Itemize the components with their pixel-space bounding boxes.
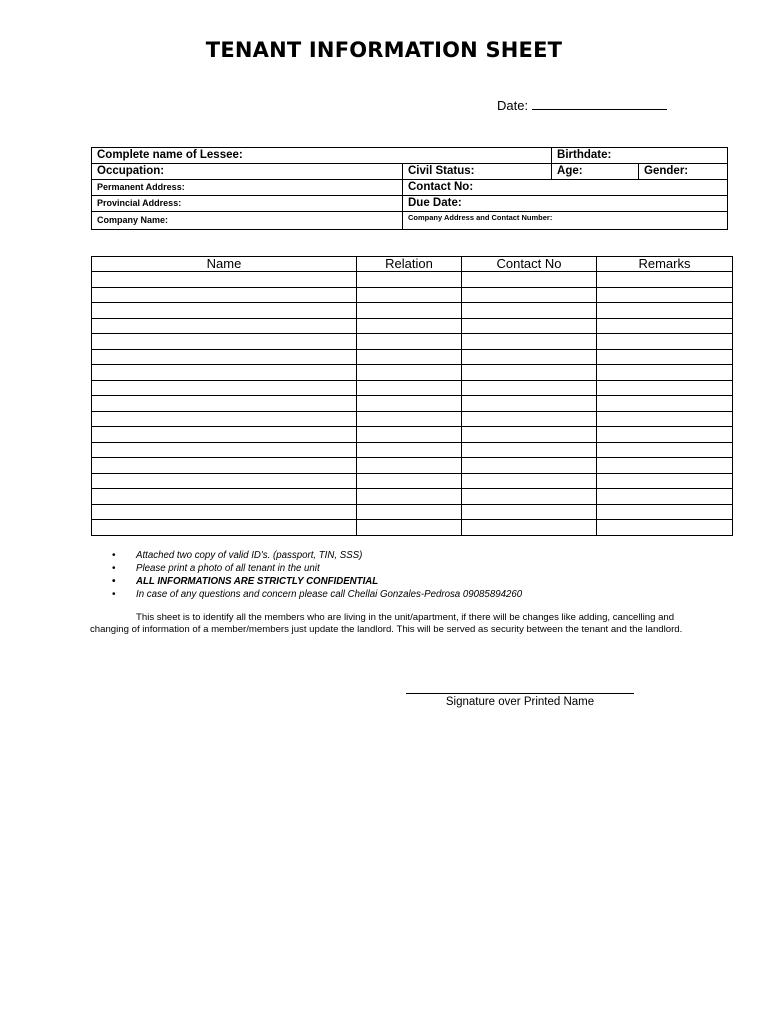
table-cell-relation[interactable]	[357, 427, 462, 443]
table-cell-remarks[interactable]	[597, 473, 733, 489]
lessee-info-table	[91, 147, 728, 230]
members-table-body	[92, 272, 733, 536]
table-cell-name[interactable]	[92, 520, 357, 536]
table-cell-remarks[interactable]	[597, 318, 733, 334]
table-cell-relation[interactable]	[357, 396, 462, 412]
table-cell-contact-no[interactable]	[462, 489, 597, 505]
table-cell-remarks[interactable]	[597, 272, 733, 288]
table-cell-contact-no[interactable]	[462, 318, 597, 334]
table-row	[92, 427, 733, 443]
table-row	[92, 504, 733, 520]
table-cell-relation[interactable]	[357, 489, 462, 505]
table-row	[92, 272, 733, 288]
table-row	[92, 489, 733, 505]
table-row	[92, 520, 733, 536]
age-field[interactable]: Age:	[552, 164, 639, 180]
column-header-relation: Relation	[357, 257, 462, 272]
table-cell-contact-no[interactable]	[462, 427, 597, 443]
table-cell-remarks[interactable]	[597, 442, 733, 458]
note-item-confidential: • ALL INFORMATIONS ARE STRICTLY CONFIDENTIAL	[112, 575, 522, 588]
note-item-contact: • In case of any questions and concern please call Chellai Gonzales-Pedrosa 09085894260	[112, 588, 522, 601]
date-blank-line[interactable]	[532, 99, 667, 110]
table-cell-name[interactable]	[92, 287, 357, 303]
table-cell-contact-no[interactable]	[462, 365, 597, 381]
table-cell-relation[interactable]	[357, 380, 462, 396]
table-cell-contact-no[interactable]	[462, 520, 597, 536]
table-cell-relation[interactable]	[357, 334, 462, 350]
company-name-field[interactable]: Company Name:	[92, 212, 403, 230]
contact-no-field[interactable]: Contact No:	[403, 180, 728, 196]
table-cell-contact-no[interactable]	[462, 458, 597, 474]
table-cell-remarks[interactable]	[597, 427, 733, 443]
table-cell-contact-no[interactable]	[462, 272, 597, 288]
table-cell-relation[interactable]	[357, 458, 462, 474]
table-cell-relation[interactable]	[357, 365, 462, 381]
table-cell-name[interactable]	[92, 442, 357, 458]
table-cell-relation[interactable]	[357, 442, 462, 458]
table-cell-contact-no[interactable]	[462, 380, 597, 396]
table-cell-remarks[interactable]	[597, 365, 733, 381]
table-cell-remarks[interactable]	[597, 489, 733, 505]
occupation-field[interactable]: Occupation:	[92, 164, 403, 180]
table-row	[92, 349, 733, 365]
table-cell-contact-no[interactable]	[462, 287, 597, 303]
column-header-remarks: Remarks	[597, 257, 733, 272]
table-cell-relation[interactable]	[357, 349, 462, 365]
note-item: • Attached two copy of valid ID's. (passport, TIN, SSS)	[112, 549, 522, 562]
table-cell-contact-no[interactable]	[462, 334, 597, 350]
table-cell-name[interactable]	[92, 272, 357, 288]
table-cell-remarks[interactable]	[597, 380, 733, 396]
household-members-table	[91, 256, 733, 536]
table-row	[92, 473, 733, 489]
gender-field[interactable]: Gender:	[639, 164, 728, 180]
table-cell-name[interactable]	[92, 349, 357, 365]
table-cell-name[interactable]	[92, 473, 357, 489]
table-cell-name[interactable]	[92, 303, 357, 319]
table-cell-remarks[interactable]	[597, 287, 733, 303]
column-header-contact-no: Contact No	[462, 257, 597, 272]
table-cell-name[interactable]	[92, 458, 357, 474]
table-cell-relation[interactable]	[357, 318, 462, 334]
table-cell-contact-no[interactable]	[462, 504, 597, 520]
table-cell-contact-no[interactable]	[462, 396, 597, 412]
date-field	[497, 98, 667, 113]
notes-list	[112, 549, 522, 601]
table-cell-contact-no[interactable]	[462, 473, 597, 489]
table-cell-name[interactable]	[92, 427, 357, 443]
table-cell-relation[interactable]	[357, 504, 462, 520]
table-cell-name[interactable]	[92, 334, 357, 350]
table-cell-name[interactable]	[92, 489, 357, 505]
table-header-row	[92, 257, 733, 272]
table-cell-contact-no[interactable]	[462, 442, 597, 458]
table-cell-name[interactable]	[92, 380, 357, 396]
table-row	[92, 458, 733, 474]
table-cell-remarks[interactable]	[597, 303, 733, 319]
table-cell-remarks[interactable]	[597, 458, 733, 474]
table-cell-name[interactable]	[92, 318, 357, 334]
table-cell-remarks[interactable]	[597, 396, 733, 412]
table-row	[92, 318, 733, 334]
table-cell-relation[interactable]	[357, 303, 462, 319]
table-row	[92, 380, 733, 396]
table-row	[92, 334, 733, 350]
document-title: TENANT INFORMATION SHEET	[205, 38, 563, 62]
note-item: • Please print a photo of all tenant in the unit	[112, 562, 522, 575]
permanent-address-field[interactable]: Permanent Address:	[92, 180, 403, 196]
table-row	[92, 287, 733, 303]
signature-line[interactable]	[406, 693, 634, 694]
lessee-name-field[interactable]: Complete name of Lessee:	[92, 148, 552, 164]
provincial-address-field[interactable]: Provincial Address:	[92, 196, 403, 212]
birthdate-field[interactable]: Birthdate:	[552, 148, 728, 164]
due-date-field[interactable]: Due Date:	[403, 196, 728, 212]
table-cell-remarks[interactable]	[597, 411, 733, 427]
signature-label: Signature over Printed Name	[445, 696, 595, 708]
table-cell-name[interactable]	[92, 396, 357, 412]
table-row	[92, 303, 733, 319]
table-cell-remarks[interactable]	[597, 520, 733, 536]
table-cell-name[interactable]	[92, 365, 357, 381]
table-cell-contact-no[interactable]	[462, 303, 597, 319]
table-cell-relation[interactable]	[357, 520, 462, 536]
table-row	[92, 442, 733, 458]
table-row	[92, 365, 733, 381]
table-cell-contact-no[interactable]	[462, 411, 597, 427]
table-cell-remarks[interactable]	[597, 334, 733, 350]
table-cell-name[interactable]	[92, 411, 357, 427]
purpose-paragraph: This sheet is to identify all the members who are living in the unit/apartment, if there will be changes like adding, cancelling and changing of information of a member/members just update the landlord. This will be served as security between the tenant and the landlord.	[90, 612, 683, 635]
column-header-name: Name	[92, 257, 357, 272]
table-cell-remarks[interactable]	[597, 349, 733, 365]
table-cell-name[interactable]	[92, 504, 357, 520]
table-cell-remarks[interactable]	[597, 504, 733, 520]
table-cell-contact-no[interactable]	[462, 349, 597, 365]
table-cell-relation[interactable]	[357, 473, 462, 489]
table-cell-relation[interactable]	[357, 287, 462, 303]
table-row	[92, 411, 733, 427]
table-row	[92, 396, 733, 412]
table-cell-relation[interactable]	[357, 272, 462, 288]
company-address-contact-field[interactable]: Company Address and Contact Number:	[403, 212, 728, 230]
civil-status-field[interactable]: Civil Status:	[403, 164, 552, 180]
table-cell-relation[interactable]	[357, 411, 462, 427]
date-label: Date:	[497, 98, 529, 113]
